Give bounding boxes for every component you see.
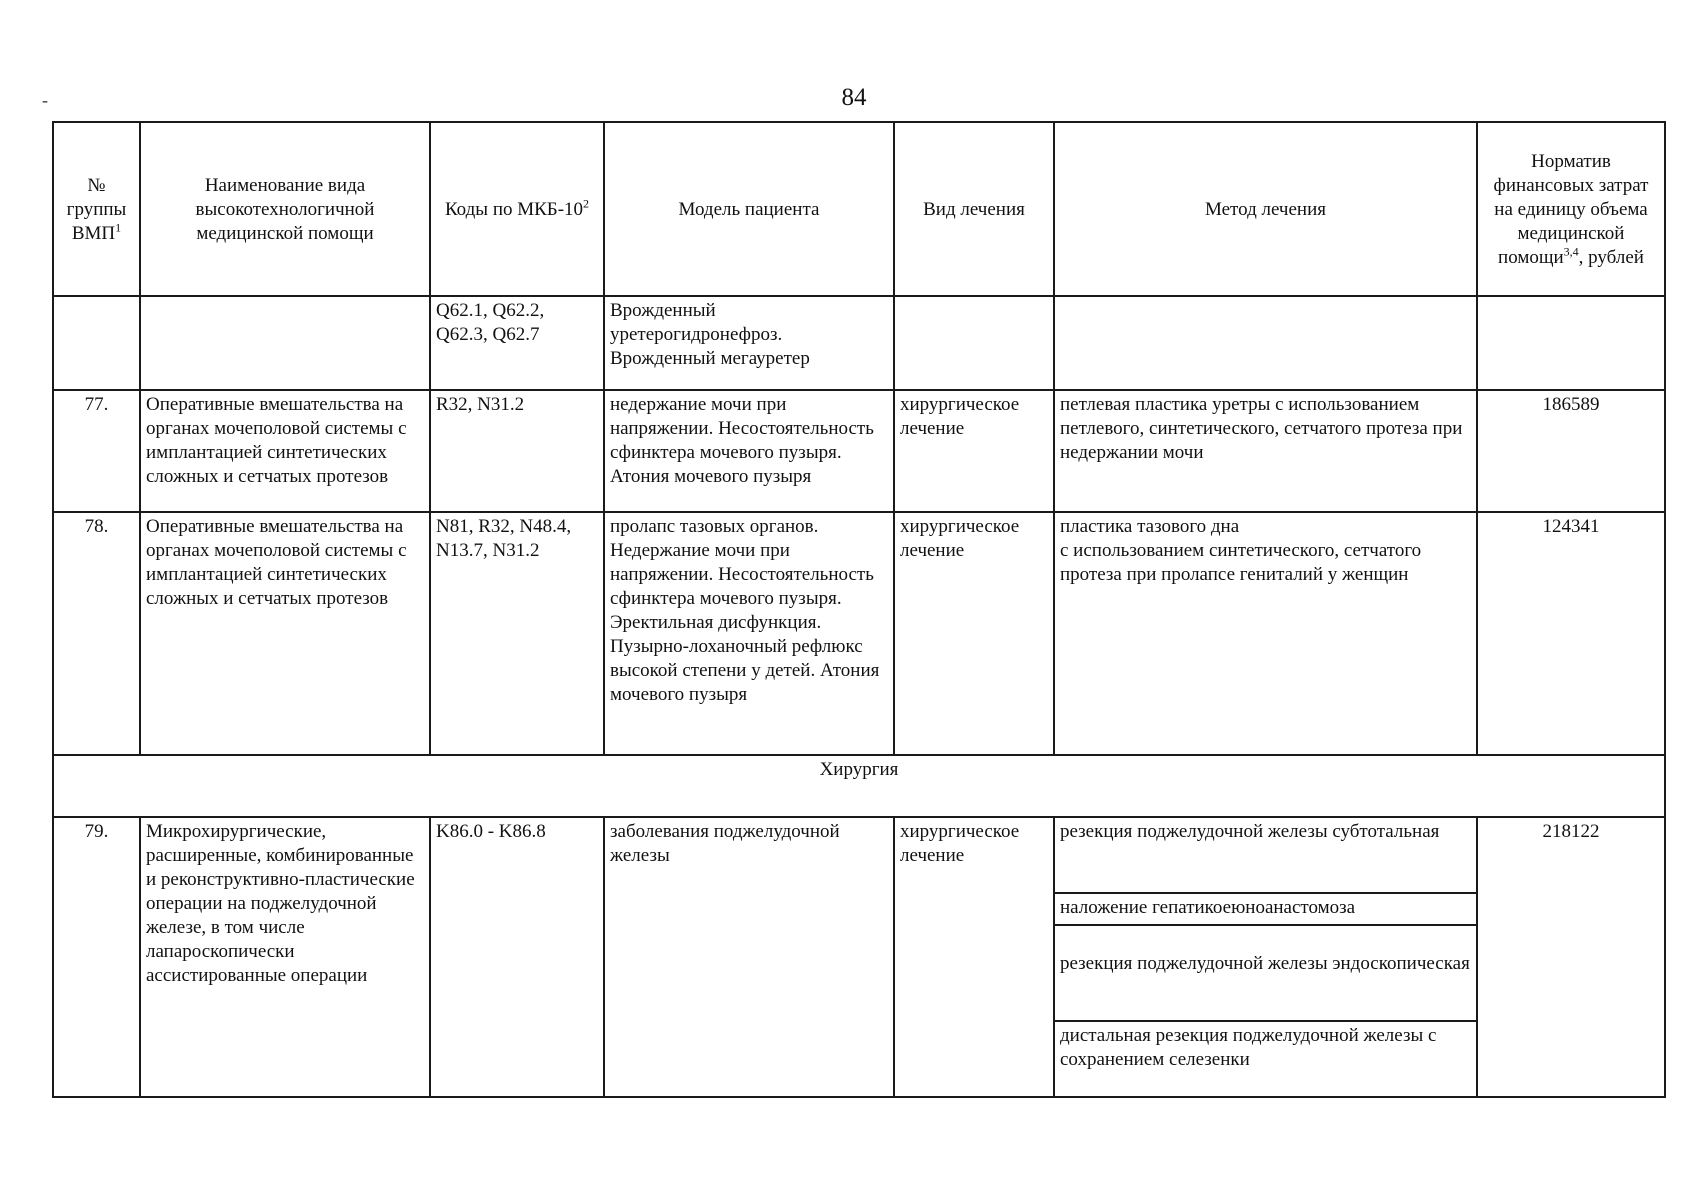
table-header — [53, 122, 1665, 296]
method-line: пластика тазового дна — [1060, 516, 1240, 537]
header-treatment-type: Вид лечения — [894, 122, 1054, 296]
cell-num: 78. — [53, 512, 140, 755]
cell-method — [1054, 512, 1477, 755]
cell-name — [140, 296, 430, 390]
cell-method-list — [1054, 817, 1477, 1097]
method-line: с использованием синтетического, сетчатого протеза при пролапсе гениталий у женщин — [1060, 540, 1422, 585]
cell-name: Оперативные вмешательства на органах мочеполовой системы с имплантацией синтетических сложных и сетчатых протезов — [140, 390, 430, 512]
header-patient-model: Модель пациента — [604, 122, 894, 296]
cell-name: Оперативные вмешательства на органах мочеполовой системы с имплантацией синтетических сложных и сетчатых протезов — [140, 512, 430, 755]
cell-type: хирургическое лечение — [894, 390, 1054, 512]
cell-method: петлевая пластика уретры с использованием петлевого, синтетического, сетчатого протеза при недержании мочи — [1054, 390, 1477, 512]
page-number: 84 — [841, 84, 867, 111]
cell-cost — [1477, 296, 1665, 390]
cell-num: 77. — [53, 390, 140, 512]
cell-codes: K86.0 - K86.8 — [430, 817, 604, 1097]
vmp-table — [52, 121, 1666, 1098]
cell-codes: N81, R32, N48.4, N13.7, N31.2 — [430, 512, 604, 755]
cell-num — [53, 296, 140, 390]
cell-num: 79. — [53, 817, 140, 1097]
cell-type: хирургическое лечение — [894, 512, 1054, 755]
table-row-79 — [53, 817, 1665, 1097]
cell-model: заболевания поджелудочной железы — [604, 817, 894, 1097]
cell-codes: Q62.1, Q62.2, Q62.3, Q62.7 — [430, 296, 604, 390]
cell-cost: 218122 — [1477, 817, 1665, 1097]
header-icd-codes: Коды по МКБ-$10^2$ — [430, 122, 604, 296]
method-item: дистальная резекция поджелудочной железы с сохранением селезенки — [1055, 1020, 1476, 1096]
cell-codes: R32, N31.2 — [430, 390, 604, 512]
cell-cost: 124341 — [1477, 512, 1665, 755]
cell-model: недержание мочи при напряжении. Несостоятельность сфинктера мочевого пузыря. Атония мочевого пузыря — [604, 390, 894, 512]
header-cost-norm: Норматив финансовых затрат на единицу объема медицинской помощи$^{3,4}$, рублей — [1477, 122, 1665, 296]
section-row — [53, 755, 1665, 817]
cell-type: хирургическое лечение — [894, 817, 1054, 1097]
cell-name: Микрохирургические, расширенные, комбинированные и реконструктивно-пластические операции на поджелудочной железе, в том числе лапароскопически ассистированные операции — [140, 817, 430, 1097]
header-group-number: № группы ВМП$^1$ — [53, 122, 140, 296]
cell-cost: 186589 — [1477, 390, 1665, 512]
table-row-continuation — [53, 296, 1665, 390]
header-treatment-method: Метод лечения — [1054, 122, 1477, 296]
cell-model: пролапс тазовых органов. Недержание мочи при напряжении. Несостоятельность сфинктера мочевого пузыря. Эректильная дисфункция. Пузырно-лоханочный рефлюкс высокой степени у детей. Атония мочевого пузыря — [604, 512, 894, 755]
margin-mark: - — [42, 90, 48, 110]
table-row-77 — [53, 390, 1665, 512]
section-title: Хирургия — [53, 755, 1665, 817]
cell-method — [1054, 296, 1477, 390]
header-name: Наименование вида высокотехнологичной медицинской помощи — [140, 122, 430, 296]
table-row-78 — [53, 512, 1665, 755]
method-item: резекция поджелудочной железы эндоскопическая — [1055, 924, 1476, 1020]
cell-type — [894, 296, 1054, 390]
method-item: резекция поджелудочной железы субтотальная — [1060, 821, 1440, 842]
method-item: наложение гепатикоеюноанастомоза — [1055, 892, 1476, 924]
cell-model: Врожденный уретерогидронефроз. Врожденный мегауретер — [604, 296, 894, 390]
